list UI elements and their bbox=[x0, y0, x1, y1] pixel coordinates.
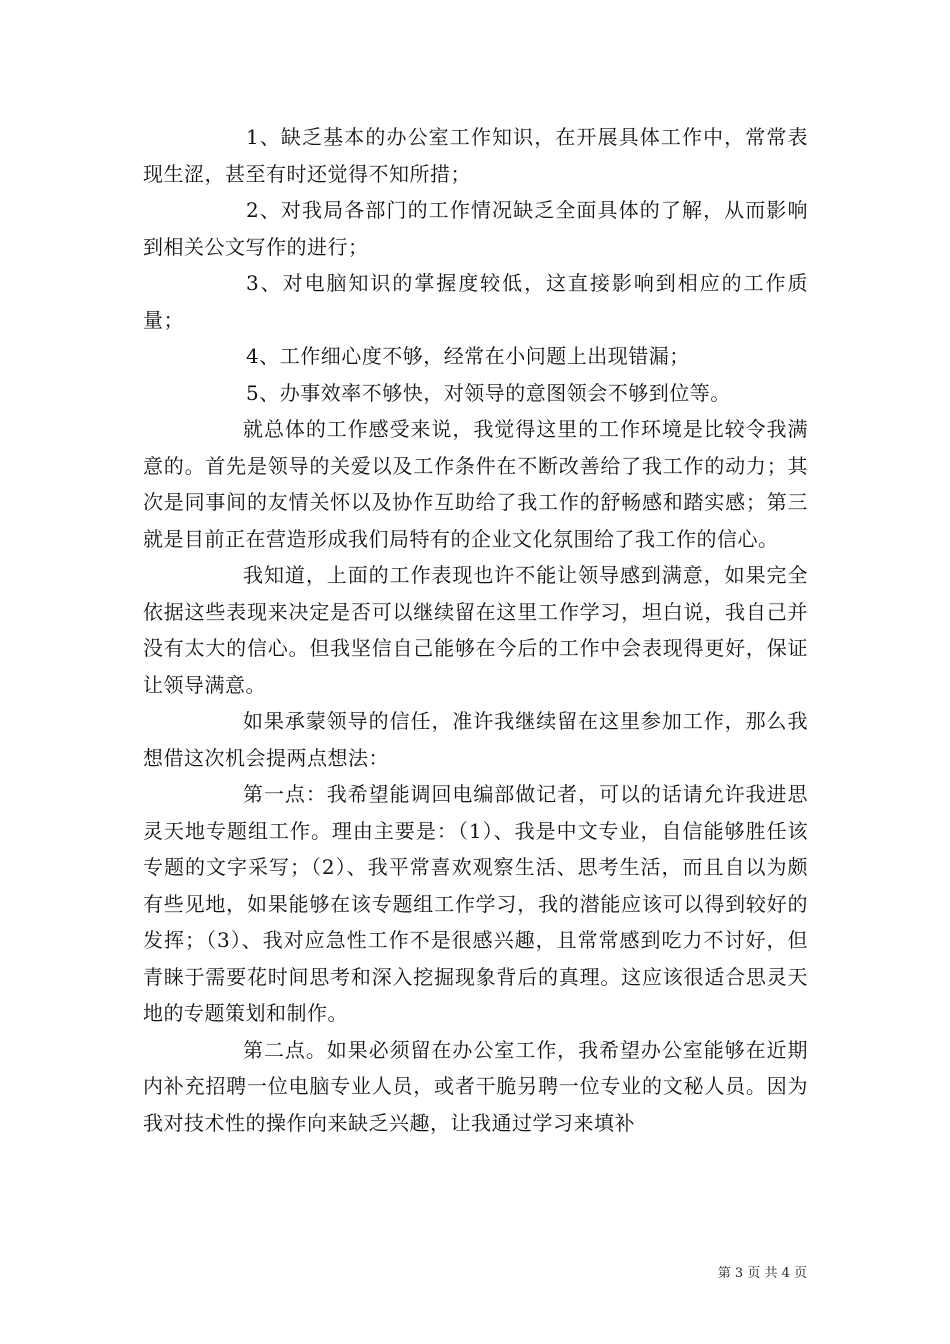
paragraph-point-one: 第一点：我希望能调回电编部做记者，可以的话请允许我进思灵天地专题组工作。理由主要是：（1）、我是中文专业，自信能够胜任该专题的文字采写；（2）、我平常喜欢观察生活、思考生活，而且自以为颇有些见地，如果能够在该专题组工作学习，我的潜能应该可以得到较好的发挥；（3）、我对应急性工作不是很感兴趣，且常常感到吃力不讨好，但青睐于需要花时间思考和深入挖掘现象背后的真理。这应该很适合思灵天地的专题策划和制作。 bbox=[143, 782, 808, 1025]
list-item-2: 2、对我局各部门的工作情况缺乏全面具体的了解，从而影响到相关公文写作的进行； bbox=[143, 198, 808, 259]
list-item-5: 5、办事效率不够快，对领导的意图领会不够到位等。 bbox=[246, 380, 731, 405]
list-item-3: 3、对电脑知识的掌握度较低，这直接影响到相应的工作质量； bbox=[143, 271, 808, 332]
page-number: 第 3 页 共 4 页 bbox=[717, 1266, 807, 1281]
paragraph-point-two: 第二点。如果必须留在办公室工作，我希望办公室能够在近期内补充招聘一位电脑专业人员，或者干脆另聘一位专业的文秘人员。因为我对技术性的操作向来缺乏兴趣，让我通过学习来填补 bbox=[143, 1037, 808, 1135]
paragraph-self-assessment: 我知道，上面的工作表现也许不能让领导感到满意，如果完全依据这些表现来决定是否可以继续留在这里工作学习，坦白说，我自己并没有太大的信心。但我坚信自己能够在今后的工作中会表现得更好，保证让领导满意。 bbox=[143, 563, 808, 697]
paragraph-proposal-intro: 如果承蒙领导的信任，准许我继续留在这里参加工作，那么我想借这次机会提两点想法： bbox=[143, 709, 808, 770]
paragraph-overall-feeling: 就总体的工作感受来说，我觉得这里的工作环境是比较令我满意的。首先是领导的关爱以及工作条件在不断改善给了我工作的动力；其次是同事间的友情关怀以及协作互助给了我工作的舒畅感和踏实感；第三就是目前正在营造形成我们局特有的企业文化氛围给了我工作的信心。 bbox=[143, 417, 808, 551]
document-body bbox=[143, 119, 808, 1141]
list-item-4: 4、工作细心度不够，经常在小问题上出现错漏； bbox=[246, 344, 690, 368]
list-item-1: 1、缺乏基本的办公室工作知识，在开展具体工作中，常常表现生涩，甚至有时还觉得不知所措； bbox=[143, 125, 808, 186]
